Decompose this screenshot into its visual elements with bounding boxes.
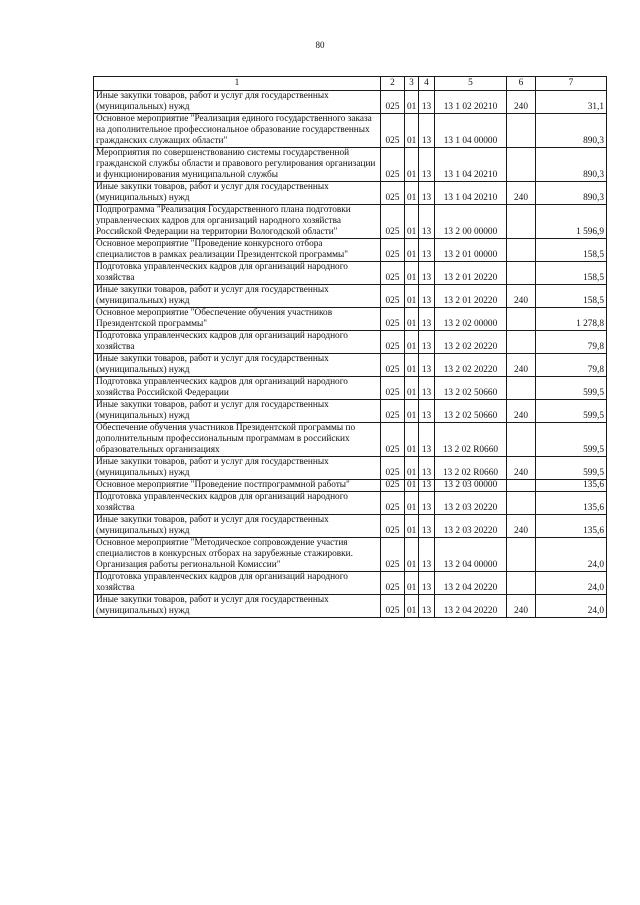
row-expense-type — [507, 308, 536, 331]
row-expense-type — [507, 239, 536, 262]
row-name: Основное мероприятие "Методическое сопровождение участия специалистов в конкурсных отборах на зарубежные стажировки. Организация работы региональной Комиссии" — [94, 538, 381, 572]
row-target-article: 13 2 02 50660 — [435, 377, 507, 400]
row-name: Иные закупки товаров, работ и услуг для государственных (муниципальных) нужд — [94, 515, 381, 538]
table-row — [94, 91, 607, 114]
row-subsection-code: 13 — [419, 572, 435, 595]
row-ministry-code: 025 — [381, 400, 405, 423]
row-section-code: 01 — [405, 148, 419, 182]
row-subsection-code: 13 — [419, 239, 435, 262]
table-row — [94, 400, 607, 423]
table-row — [94, 285, 607, 308]
row-amount: 1 596,9 — [536, 205, 607, 239]
table-row — [94, 538, 607, 572]
row-ministry-code: 025 — [381, 480, 405, 492]
row-expense-type — [507, 114, 536, 148]
row-target-article: 13 2 02 R0660 — [435, 457, 507, 480]
row-expense-type — [507, 377, 536, 400]
row-name: Основное мероприятие "Проведение постпрограммной работы" — [94, 480, 381, 492]
row-amount: 135,6 — [536, 492, 607, 515]
row-ministry-code: 025 — [381, 354, 405, 377]
row-subsection-code: 13 — [419, 400, 435, 423]
row-ministry-code: 025 — [381, 285, 405, 308]
column-header-7: 7 — [536, 77, 607, 91]
row-ministry-code: 025 — [381, 377, 405, 400]
row-expense-type — [507, 572, 536, 595]
table-row — [94, 331, 607, 354]
row-target-article: 13 2 04 20220 — [435, 595, 507, 618]
table-body — [94, 91, 607, 618]
row-ministry-code: 025 — [381, 457, 405, 480]
table-row — [94, 423, 607, 457]
row-amount: 158,5 — [536, 285, 607, 308]
row-section-code: 01 — [405, 377, 419, 400]
row-subsection-code: 13 — [419, 285, 435, 308]
row-subsection-code: 13 — [419, 595, 435, 618]
table-row — [94, 377, 607, 400]
row-ministry-code: 025 — [381, 148, 405, 182]
row-expense-type: 240 — [507, 182, 536, 205]
row-ministry-code: 025 — [381, 538, 405, 572]
table-row — [94, 262, 607, 285]
row-target-article: 13 1 02 20210 — [435, 91, 507, 114]
table-row — [94, 492, 607, 515]
row-target-article: 13 2 04 20220 — [435, 572, 507, 595]
table-row — [94, 515, 607, 538]
row-name: Подготовка управленческих кадров для организаций народного хозяйства — [94, 262, 381, 285]
row-ministry-code: 025 — [381, 492, 405, 515]
row-name: Иные закупки товаров, работ и услуг для государственных (муниципальных) нужд — [94, 595, 381, 618]
row-target-article: 13 1 04 20210 — [435, 148, 507, 182]
row-section-code: 01 — [405, 262, 419, 285]
row-target-article: 13 1 04 20210 — [435, 182, 507, 205]
row-section-code: 01 — [405, 538, 419, 572]
row-amount: 24,0 — [536, 572, 607, 595]
row-subsection-code: 13 — [419, 480, 435, 492]
row-amount: 890,3 — [536, 148, 607, 182]
row-section-code: 01 — [405, 182, 419, 205]
row-section-code: 01 — [405, 205, 419, 239]
row-target-article: 13 2 02 R0660 — [435, 423, 507, 457]
row-name: Основное мероприятие "Реализация единого государственного заказа на дополнительное профессиональное образование государственных гражданских служащих области" — [94, 114, 381, 148]
row-section-code: 01 — [405, 595, 419, 618]
column-header-5: 5 — [435, 77, 507, 91]
row-section-code: 01 — [405, 400, 419, 423]
row-section-code: 01 — [405, 114, 419, 148]
row-amount: 1 278,8 — [536, 308, 607, 331]
row-ministry-code: 025 — [381, 595, 405, 618]
row-section-code: 01 — [405, 423, 419, 457]
table-row — [94, 572, 607, 595]
row-name: Иные закупки товаров, работ и услуг для государственных (муниципальных) нужд — [94, 354, 381, 377]
row-amount: 158,5 — [536, 262, 607, 285]
table-row — [94, 480, 607, 492]
row-section-code: 01 — [405, 331, 419, 354]
row-section-code: 01 — [405, 239, 419, 262]
row-expense-type — [507, 423, 536, 457]
row-subsection-code: 13 — [419, 515, 435, 538]
row-name: Иные закупки товаров, работ и услуг для государственных (муниципальных) нужд — [94, 457, 381, 480]
row-subsection-code: 13 — [419, 331, 435, 354]
row-expense-type — [507, 538, 536, 572]
row-section-code: 01 — [405, 285, 419, 308]
row-target-article: 13 2 01 00000 — [435, 239, 507, 262]
row-amount: 158,5 — [536, 239, 607, 262]
table-header — [94, 77, 607, 91]
row-name: Основное мероприятие "Проведение конкурсного отбора специалистов в рамках реализации Президентской программы" — [94, 239, 381, 262]
row-section-code: 01 — [405, 572, 419, 595]
row-subsection-code: 13 — [419, 423, 435, 457]
table-row — [94, 595, 607, 618]
page-number: 80 — [315, 40, 325, 50]
row-name: Подготовка управленческих кадров для организаций народного хозяйства — [94, 492, 381, 515]
row-expense-type: 240 — [507, 595, 536, 618]
row-section-code: 01 — [405, 457, 419, 480]
row-subsection-code: 13 — [419, 538, 435, 572]
row-amount: 599,5 — [536, 400, 607, 423]
row-expense-type — [507, 205, 536, 239]
row-section-code: 01 — [405, 515, 419, 538]
row-subsection-code: 13 — [419, 205, 435, 239]
row-target-article: 13 2 03 20220 — [435, 515, 507, 538]
row-expense-type: 240 — [507, 354, 536, 377]
row-section-code: 01 — [405, 91, 419, 114]
row-ministry-code: 025 — [381, 91, 405, 114]
row-target-article: 13 1 04 00000 — [435, 114, 507, 148]
row-expense-type: 240 — [507, 400, 536, 423]
row-amount: 135,6 — [536, 515, 607, 538]
row-ministry-code: 025 — [381, 205, 405, 239]
row-expense-type — [507, 480, 536, 492]
table-row — [94, 182, 607, 205]
budget-table — [93, 76, 607, 618]
row-expense-type — [507, 492, 536, 515]
column-header-1: 1 — [94, 77, 381, 91]
table-row — [94, 148, 607, 182]
row-name: Подготовка управленческих кадров для организаций народного хозяйства Российской Федерации — [94, 377, 381, 400]
row-ministry-code: 025 — [381, 308, 405, 331]
row-amount: 24,0 — [536, 595, 607, 618]
row-target-article: 13 2 03 00000 — [435, 480, 507, 492]
column-header-6: 6 — [507, 77, 536, 91]
column-header-4: 4 — [419, 77, 435, 91]
row-expense-type: 240 — [507, 457, 536, 480]
row-subsection-code: 13 — [419, 114, 435, 148]
row-name: Обеспечение обучения участников Президентской программы по дополнительным профессиональным программам в российских образовательных организациях — [94, 423, 381, 457]
row-amount: 79,8 — [536, 331, 607, 354]
row-ministry-code: 025 — [381, 515, 405, 538]
row-amount: 890,3 — [536, 182, 607, 205]
row-amount: 31,1 — [536, 91, 607, 114]
row-amount: 599,5 — [536, 457, 607, 480]
row-ministry-code: 025 — [381, 262, 405, 285]
row-section-code: 01 — [405, 354, 419, 377]
row-subsection-code: 13 — [419, 308, 435, 331]
row-subsection-code: 13 — [419, 354, 435, 377]
table-row — [94, 308, 607, 331]
row-amount: 24,0 — [536, 538, 607, 572]
column-header-3: 3 — [405, 77, 419, 91]
row-ministry-code: 025 — [381, 572, 405, 595]
row-amount: 79,8 — [536, 354, 607, 377]
table-row — [94, 239, 607, 262]
row-expense-type — [507, 148, 536, 182]
row-amount: 599,5 — [536, 423, 607, 457]
row-ministry-code: 025 — [381, 239, 405, 262]
row-name: Подготовка управленческих кадров для организаций народного хозяйства — [94, 331, 381, 354]
row-name: Иные закупки товаров, работ и услуг для государственных (муниципальных) нужд — [94, 285, 381, 308]
row-expense-type: 240 — [507, 91, 536, 114]
row-subsection-code: 13 — [419, 148, 435, 182]
row-name: Иные закупки товаров, работ и услуг для государственных (муниципальных) нужд — [94, 91, 381, 114]
row-amount: 135,6 — [536, 480, 607, 492]
row-name: Подготовка управленческих кадров для организаций народного хозяйства — [94, 572, 381, 595]
row-subsection-code: 13 — [419, 457, 435, 480]
row-subsection-code: 13 — [419, 492, 435, 515]
table-row — [94, 354, 607, 377]
row-name: Иные закупки товаров, работ и услуг для государственных (муниципальных) нужд — [94, 182, 381, 205]
row-section-code: 01 — [405, 492, 419, 515]
row-expense-type — [507, 262, 536, 285]
row-ministry-code: 025 — [381, 423, 405, 457]
row-name: Подпрограмма "Реализация Государственного плана подготовки управленческих кадров для организаций народного хозяйства Российской Федерации на территории Вологодской области" — [94, 205, 381, 239]
table-row — [94, 457, 607, 480]
row-name: Основное мероприятие "Обеспечение обучения участников Президентской программы" — [94, 308, 381, 331]
row-expense-type: 240 — [507, 515, 536, 538]
row-target-article: 13 2 00 00000 — [435, 205, 507, 239]
row-target-article: 13 2 02 00000 — [435, 308, 507, 331]
row-subsection-code: 13 — [419, 182, 435, 205]
row-amount: 890,3 — [536, 114, 607, 148]
row-target-article: 13 2 01 20220 — [435, 285, 507, 308]
row-name: Мероприятия по совершенствованию системы государственной гражданской службы области и правового регулирования организации и функционирования муниципальной службы — [94, 148, 381, 182]
row-target-article: 13 2 01 20220 — [435, 262, 507, 285]
row-section-code: 01 — [405, 308, 419, 331]
row-target-article: 13 2 02 50660 — [435, 400, 507, 423]
row-name: Иные закупки товаров, работ и услуг для государственных (муниципальных) нужд — [94, 400, 381, 423]
row-target-article: 13 2 04 00000 — [435, 538, 507, 572]
row-target-article: 13 2 03 20220 — [435, 492, 507, 515]
table-row — [94, 205, 607, 239]
row-ministry-code: 025 — [381, 182, 405, 205]
row-amount: 599,5 — [536, 377, 607, 400]
row-expense-type — [507, 331, 536, 354]
table-row — [94, 114, 607, 148]
row-target-article: 13 2 02 20220 — [435, 354, 507, 377]
header-row — [94, 77, 607, 91]
row-ministry-code: 025 — [381, 331, 405, 354]
row-section-code: 01 — [405, 480, 419, 492]
row-subsection-code: 13 — [419, 262, 435, 285]
row-subsection-code: 13 — [419, 91, 435, 114]
row-ministry-code: 025 — [381, 114, 405, 148]
row-target-article: 13 2 02 20220 — [435, 331, 507, 354]
row-subsection-code: 13 — [419, 377, 435, 400]
column-header-2: 2 — [381, 77, 405, 91]
row-expense-type: 240 — [507, 285, 536, 308]
